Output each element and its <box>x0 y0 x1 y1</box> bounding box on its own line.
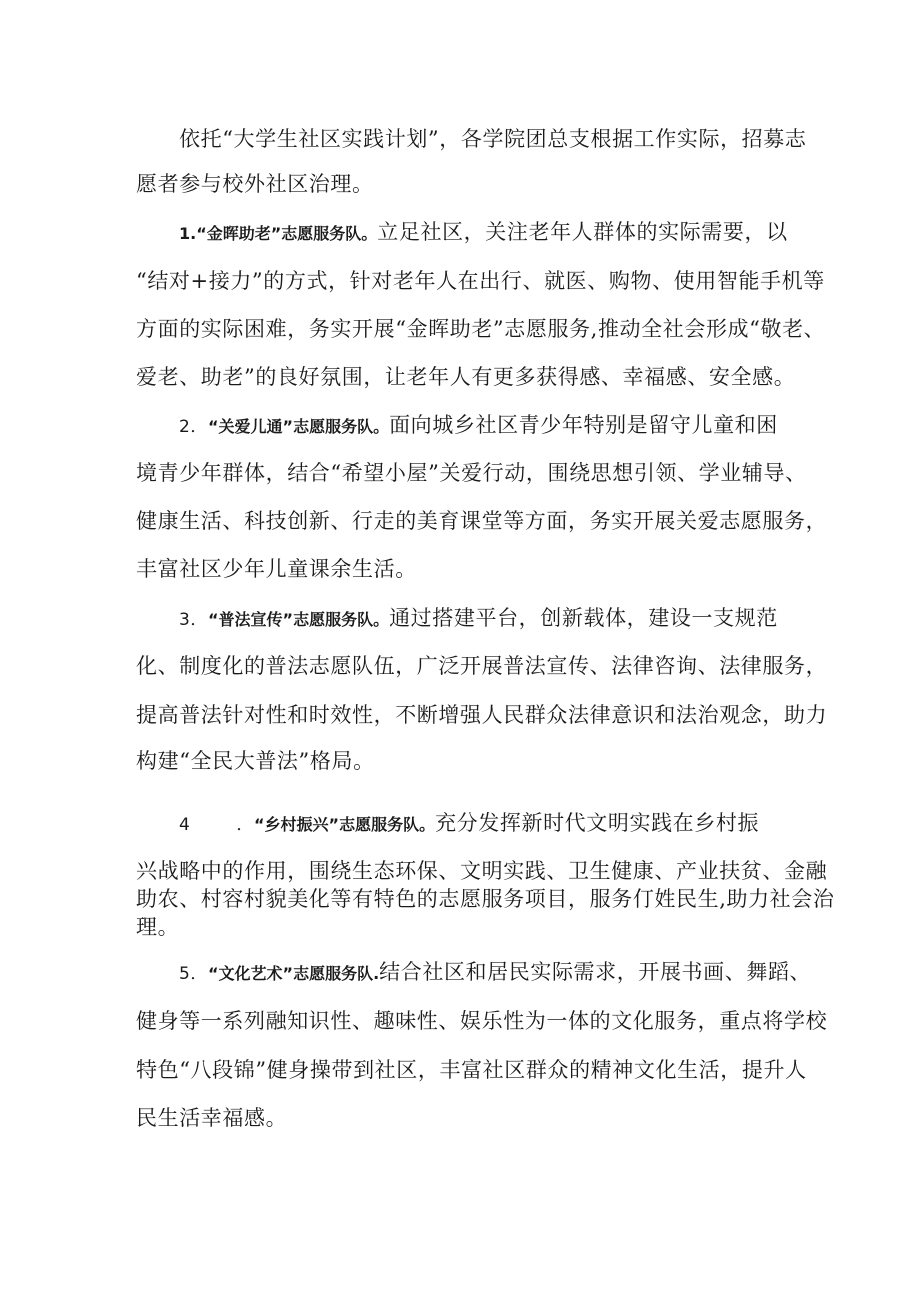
section-3-heading: “普法宣传”志愿服务队。 <box>208 610 390 629</box>
section-1-line-2: “结对+接力”的方式，针对老年人在出行、就医、购物、使用智能手机等 <box>136 269 825 293</box>
section-4-first-line <box>179 808 759 840</box>
section-3-line-2: 化、制度化的普法志愿队伍，广泛开展普法宣传、法律咨询、法律服务， <box>136 654 828 678</box>
section-1-first-line <box>179 217 788 249</box>
section-5-heading: “文化艺术”志愿服务队. <box>208 964 380 983</box>
section-3-number: 3． <box>179 610 209 630</box>
intro-line-1: 依托“大学生社区实践计划”，各学院团总支根据工作实际，招募志 <box>179 127 807 151</box>
section-4-number-suffix: ． <box>236 815 255 835</box>
intro-line-2: 愿者参与校外社区治理。 <box>136 172 374 196</box>
section-2-heading: “关爱儿通”志愿服务队。 <box>208 417 390 436</box>
section-5-line-4: 民生活幸福感。 <box>136 1106 288 1130</box>
section-5-first-line <box>179 957 811 989</box>
section-5-line-2: 健身等一系列融知识性、趣味性、娱乐性为一体的文化服务，重点将学校 <box>136 1009 828 1033</box>
section-4-line-3: 助农、村容村貌美化等有特色的志愿服务项目，服务仃姓民生,助力社会治 <box>136 887 835 911</box>
section-1-line-3: 方面的实际困难，务实开展“金晖助老”志愿服务,推动全社会形成“敬老、 <box>136 317 826 341</box>
section-4-number: 4 <box>179 815 191 835</box>
section-4-first-text: 充分发挥新时代文明实践在乡村振 <box>435 811 760 835</box>
section-3-first-line <box>179 603 778 635</box>
section-2-first-text: 面向城乡社区青少年特别是留守儿童和困 <box>389 413 778 437</box>
section-1-heading: “金晖助老”志愿服务队。 <box>196 224 378 243</box>
section-2-number: 2． <box>179 417 209 437</box>
section-4-heading: “乡村振兴”志愿服务队。 <box>254 815 436 834</box>
section-3-first-text: 通过搭建平台，创新载体，建设一支规范 <box>389 606 778 630</box>
section-4-line-2: 兴战略中的作用，围绕生态环保、文明实践、卫生健康、产业扶贫、金融 <box>136 859 828 883</box>
section-1-number: 1. <box>179 224 197 243</box>
section-2-line-2: 境青少年群体，结合“希望小屋”关爱行动，围绕思想引领、学业辅导、 <box>136 461 807 485</box>
section-5-first-text: 结合社区和居民实际需求，开展书画、舞蹈、 <box>379 960 812 984</box>
section-3-line-4: 构建“全民大普法”格局。 <box>136 749 375 773</box>
section-1-first-text: 立足社区，关注老年人群体的实际需要，以 <box>377 220 788 244</box>
section-2-line-3: 健康生活、科技创新、行走的美育课堂等方面，务实开展关爱志愿服务， <box>136 509 828 533</box>
section-2-line-4: 丰富社区少年儿童课余生活。 <box>136 557 417 581</box>
section-4-line-4: 理。 <box>136 915 180 939</box>
section-5-number: 5． <box>179 964 209 984</box>
section-2-first-line <box>179 410 778 442</box>
section-5-line-3: 特色“八段锦”健身操带到社区，丰富社区群众的精神文化生活，提升人 <box>136 1058 807 1082</box>
section-1-line-4: 爱老、助老”的良好氛围，让老年人有更多获得感、幸福感、安全感。 <box>136 365 796 389</box>
section-3-line-3: 提高普法针对性和时效性，不断增强人民群众法律意识和法治观念，助力 <box>136 703 828 727</box>
